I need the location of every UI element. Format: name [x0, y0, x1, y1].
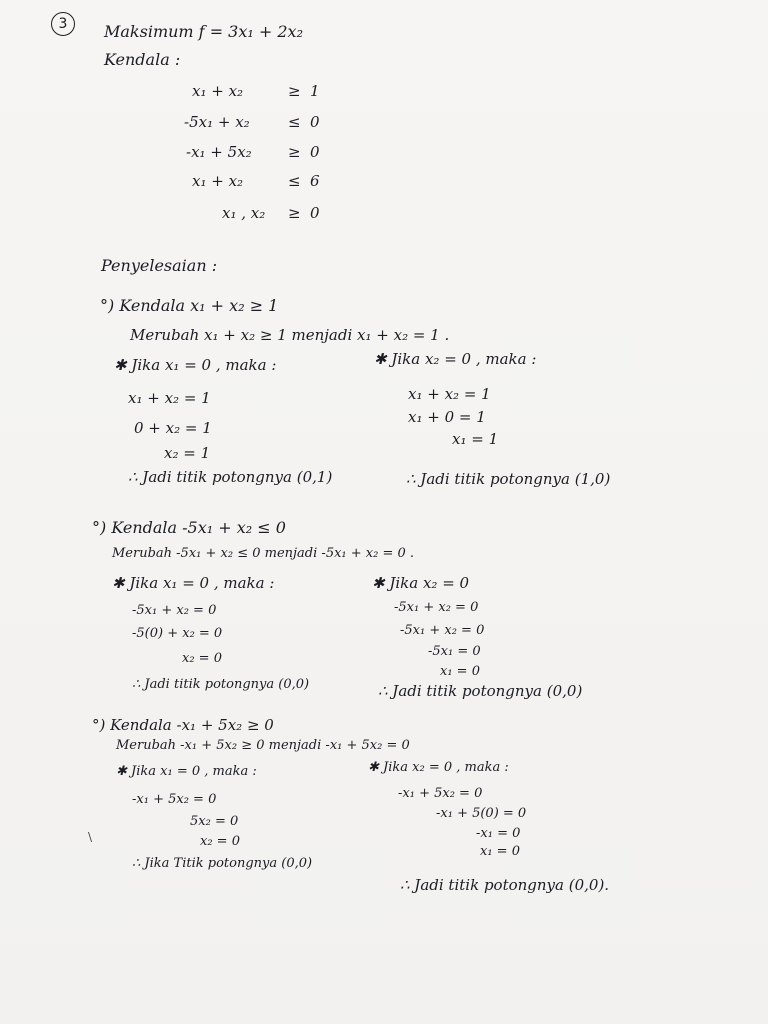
right-case-title: ✱ Jika x₂ = 0 , maka :: [368, 760, 509, 775]
step: x₂ = 0: [182, 651, 222, 666]
step: -5x₁ + x₂ = 0: [132, 603, 217, 618]
step: x₂ = 0: [200, 834, 240, 849]
constraint-5-op: ≥: [288, 204, 301, 222]
step: -5x₁ + x₂ = 0: [400, 623, 485, 638]
constraint-5-lhs: x₁ , x₂: [222, 204, 266, 222]
constraint-5-rhs: 0: [310, 204, 320, 222]
step: -5(0) + x₂ = 0: [132, 626, 223, 641]
step: 0 + x₂ = 1: [134, 419, 212, 437]
step: -5x₁ = 0: [428, 644, 481, 659]
result: ∴ Jadi titik potongnya (1,0): [406, 470, 611, 488]
constraint-2-rhs: 0: [310, 113, 320, 131]
constraint-1-lhs: x₁ + x₂: [192, 82, 244, 100]
constraint-1-op: ≥: [288, 82, 301, 100]
constraint-2-op: ≤: [288, 113, 301, 131]
left-case-title: ✱ Jika x₁ = 0 , maka :: [114, 356, 277, 374]
section-heading: °) Kendala -5x₁ + x₂ ≤ 0: [92, 518, 286, 537]
step: x₁ = 1: [452, 430, 499, 448]
section-heading: °) Kendala -x₁ + 5x₂ ≥ 0: [92, 716, 274, 734]
stray-pen-mark: \: [88, 830, 93, 844]
result: ∴ Jadi titik potongnya (0,0): [378, 682, 583, 700]
left-case-title: ✱ Jika x₁ = 0 , maka :: [112, 574, 275, 592]
step: x₁ = 0: [480, 844, 520, 859]
constraint-4-lhs: x₁ + x₂: [192, 172, 244, 190]
objective-function: Maksimum f = 3x₁ + 2x₂: [104, 22, 303, 41]
right-case-title: ✱ Jika x₂ = 0: [372, 574, 470, 592]
result: ∴ Jadi titik potongnya (0,1): [128, 468, 333, 486]
step: x₁ + x₂ = 1: [128, 389, 211, 407]
result: ∴ Jika Titik potongnya (0,0): [132, 856, 313, 871]
step: x₁ + x₂ = 1: [408, 385, 491, 403]
left-case-title: ✱ Jika x₁ = 0 , maka :: [116, 764, 257, 779]
solution-label: Penyelesaian :: [101, 256, 218, 275]
constraint-3-rhs: 0: [310, 143, 320, 161]
constraint-3-op: ≥: [288, 143, 301, 161]
step: -x₁ + 5x₂ = 0: [398, 786, 483, 801]
constraint-1-rhs: 1: [310, 82, 320, 100]
problem-number: 3: [51, 12, 75, 36]
result: ∴ Jadi titik potongnya (0,0).: [400, 876, 610, 894]
constraint-3-lhs: -x₁ + 5x₂: [186, 143, 252, 161]
step: x₁ = 0: [440, 664, 480, 679]
right-case-title: ✱ Jika x₂ = 0 , maka :: [374, 350, 537, 368]
section-convert: Merubah -x₁ + 5x₂ ≥ 0 menjadi -x₁ + 5x₂ = 0: [116, 738, 410, 753]
step: x₂ = 1: [164, 444, 211, 462]
constraint-4-op: ≤: [288, 172, 301, 190]
step: -x₁ + 5x₂ = 0: [132, 792, 217, 807]
step: -5x₁ + x₂ = 0: [394, 600, 479, 615]
constraint-2-lhs: -5x₁ + x₂: [184, 113, 250, 131]
section-heading: °) Kendala x₁ + x₂ ≥ 1: [100, 296, 279, 315]
step: -x₁ + 5(0) = 0: [436, 806, 527, 821]
section-convert: Merubah -5x₁ + x₂ ≤ 0 menjadi -5x₁ + x₂ = 0 .: [112, 546, 415, 561]
section-convert: Merubah x₁ + x₂ ≥ 1 menjadi x₁ + x₂ = 1 .: [130, 326, 450, 344]
step: x₁ + 0 = 1: [408, 408, 486, 426]
constraints-label: Kendala :: [104, 50, 181, 69]
constraint-4-rhs: 6: [310, 172, 320, 190]
step: 5x₂ = 0: [190, 814, 239, 829]
step: -x₁ = 0: [476, 826, 521, 841]
result: ∴ Jadi titik potongnya (0,0): [132, 677, 310, 692]
